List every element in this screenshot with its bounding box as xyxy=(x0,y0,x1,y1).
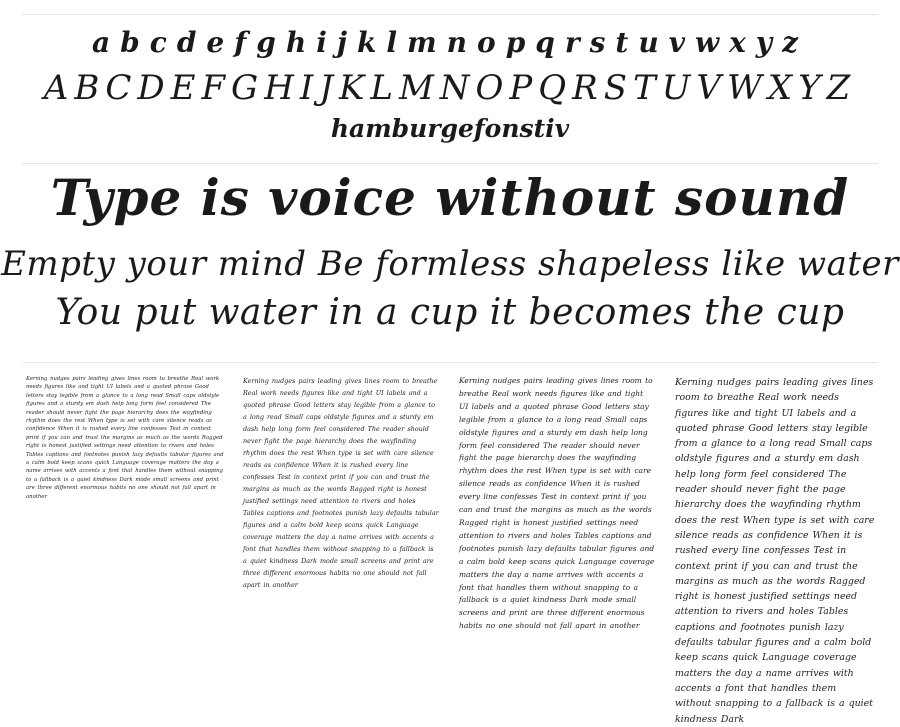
lowercase-glyph-t: t xyxy=(615,26,639,59)
lowercase-glyph-d: d xyxy=(176,26,207,59)
lowercase-glyph-s: s xyxy=(589,26,616,59)
lowercase-glyph-o: o xyxy=(477,26,506,59)
lowercase-glyph-e: e xyxy=(206,26,235,59)
uppercase-glyph-Y: Y xyxy=(798,68,827,108)
uppercase-glyph-R: R xyxy=(572,68,604,108)
lowercase-glyph-w: w xyxy=(694,26,730,59)
uppercase-glyph-C: C xyxy=(105,68,138,108)
uppercase-alphabet-row xyxy=(0,68,900,112)
uppercase-glyph-N: N xyxy=(439,68,476,108)
headline-medium-2: You put water in a cup it becomes the cup xyxy=(55,292,845,333)
lowercase-glyph-z: z xyxy=(782,26,808,59)
lowercase-glyph-m: m xyxy=(407,26,447,59)
lowercase-glyph-l: l xyxy=(386,26,408,59)
paragraph-sample-smallest: Kerning nudges pairs leading gives lines room to breathe Real work needs figures like and tight UI labels and a quoted phrase Good letters stay legible from a glance to a long read Small caps oldstyle figures and a sturdy em dash help long form feel considered The reader should never fight the page hierarchy does the wayfinding rhythm does the rest When type is set with care silence reads as confidence When it is rushed every line confesses Test in context print if you can and trust the margins as much as the words Ragged right is honest justified settings need attention to rivers and holes Tables captions and footnotes punish lazy defaults tabular figures and a calm bold keep scans quick Language coverage matters the day a name arrives with accents a font that handles them without snapping to a fallback is a quiet kindness Dark mode small screens and print are three different enormous habits no one should not fall apart in another xyxy=(26,376,224,500)
uppercase-glyph-O: O xyxy=(475,68,510,108)
uppercase-glyph-M: M xyxy=(398,68,440,108)
lowercase-alphabet-row xyxy=(0,26,900,62)
uppercase-glyph-K: K xyxy=(338,68,371,108)
lowercase-glyph-v: v xyxy=(668,26,695,59)
uppercase-glyph-X: X xyxy=(767,68,799,108)
uppercase-glyph-G: G xyxy=(231,68,265,108)
lowercase-glyph-n: n xyxy=(446,26,478,59)
uppercase-glyph-A: A xyxy=(43,68,75,108)
uppercase-glyph-I: I xyxy=(299,68,320,108)
uppercase-glyph-H: H xyxy=(264,68,300,108)
uppercase-glyph-V: V xyxy=(696,68,727,108)
lowercase-glyph-j: j xyxy=(336,26,357,59)
uppercase-glyph-S: S xyxy=(603,68,634,108)
uppercase-glyph-T: T xyxy=(633,68,662,108)
lowercase-glyph-x: x xyxy=(729,26,756,59)
paragraph-sample-medium: Kerning nudges pairs leading gives lines room to breathe Real work needs figures like and tight UI labels and a quoted phrase Good letters stay legible from a glance to a long read Small caps oldstyle figures and a sturdy em dash help long form feel considered The reader should never fight the page hierarchy does the wayfinding rhythm does the rest When type is set with care silence reads as confidence When it is rushed every line confesses Test in context print if you can and trust the margins as much as the words Ragged right is honest justified settings need attention to rivers and holes Tables captions and footnotes punish lazy defaults tabular figures and a calm bold keep scans quick Language coverage matters the day a name arrives with accents a font that handles them without snapping to a fallback is a quiet kindness Dark mode small screens and print are three different enormous habits no one should not fall apart in another xyxy=(459,376,655,631)
uppercase-glyph-W: W xyxy=(726,68,768,108)
lowercase-glyph-g: g xyxy=(256,26,286,59)
uppercase-glyph-D: D xyxy=(137,68,171,108)
uppercase-glyph-Q: Q xyxy=(538,68,573,108)
paragraph-sample-large: Kerning nudges pairs leading gives lines room to breathe Real work needs figures like and tight UI labels and a quoted phrase Good letters stay legible from a glance to a long read Small caps oldstyle figures and a sturdy em dash help long form feel considered The reader should never fight the page hierarchy does the wayfinding rhythm does the rest When type is set with care silence reads as confidence When it is rushed every line confesses Test in context print if you can and trust the margins as much as the words Ragged right is honest justified settings need attention to rivers and holes Tables captions and footnotes punish lazy defaults tabular figures and a calm bold keep scans quick Language coverage matters the day a name arrives with accents a font that handles them without snapping to a fallback is a quiet kindness Dark xyxy=(675,377,875,725)
uppercase-glyph-E: E xyxy=(170,68,202,108)
lowercase-glyph-r: r xyxy=(564,26,590,59)
lowercase-glyph-f: f xyxy=(234,26,257,59)
lowercase-glyph-b: b xyxy=(120,26,150,59)
lowercase-glyph-y: y xyxy=(755,26,783,59)
paragraph-sample-small: Kerning nudges pairs leading gives lines room to breathe Real work needs figures like and tight UI labels and a quoted phrase Good letters stay legible from a glance to a long read Small caps oldstyle figures and a sturdy em dash help long form feel considered The reader should never fight the page hierarchy does the wayfinding rhythm does the rest When type is set with care silence reads as confidence When it is rushed every line confesses Test in context print if you can and trust the margins as much as the words Ragged right is honest justified settings need attention to rivers and holes Tables captions and footnotes punish lazy defaults tabular figures and a calm bold keep scans quick Language coverage matters the day a name arrives with accents a font that handles them without snapping to a fallback is a quiet kindness Dark mode small screens and print are three different enormous habits no one should not fall apart in another xyxy=(243,377,439,589)
uppercase-glyph-U: U xyxy=(661,68,697,108)
lowercase-glyph-q: q xyxy=(535,26,565,59)
uppercase-glyph-L: L xyxy=(370,68,399,108)
section-divider-2 xyxy=(22,362,878,363)
lowercase-glyph-k: k xyxy=(356,26,387,59)
lowercase-glyph-p: p xyxy=(505,26,536,59)
lowercase-glyph-u: u xyxy=(638,26,669,59)
section-divider-1 xyxy=(22,163,878,164)
uppercase-glyph-B: B xyxy=(74,68,106,108)
uppercase-glyph-F: F xyxy=(201,68,232,108)
lowercase-glyph-a: a xyxy=(92,26,121,59)
lowercase-glyph-h: h xyxy=(285,26,317,59)
uppercase-glyph-P: P xyxy=(509,68,539,108)
font-name-text: hamburgefonstiv xyxy=(330,114,570,143)
font-name-sample xyxy=(0,114,900,150)
lowercase-glyph-c: c xyxy=(149,26,177,59)
headline-large: Type is voice without sound xyxy=(50,168,850,227)
uppercase-glyph-J: J xyxy=(319,68,339,108)
headline-medium: Empty your mind Be formless shapeless like water xyxy=(1,244,899,284)
top-divider xyxy=(22,14,878,15)
uppercase-glyph-Z: Z xyxy=(826,68,857,108)
lowercase-glyph-i: i xyxy=(316,26,337,59)
